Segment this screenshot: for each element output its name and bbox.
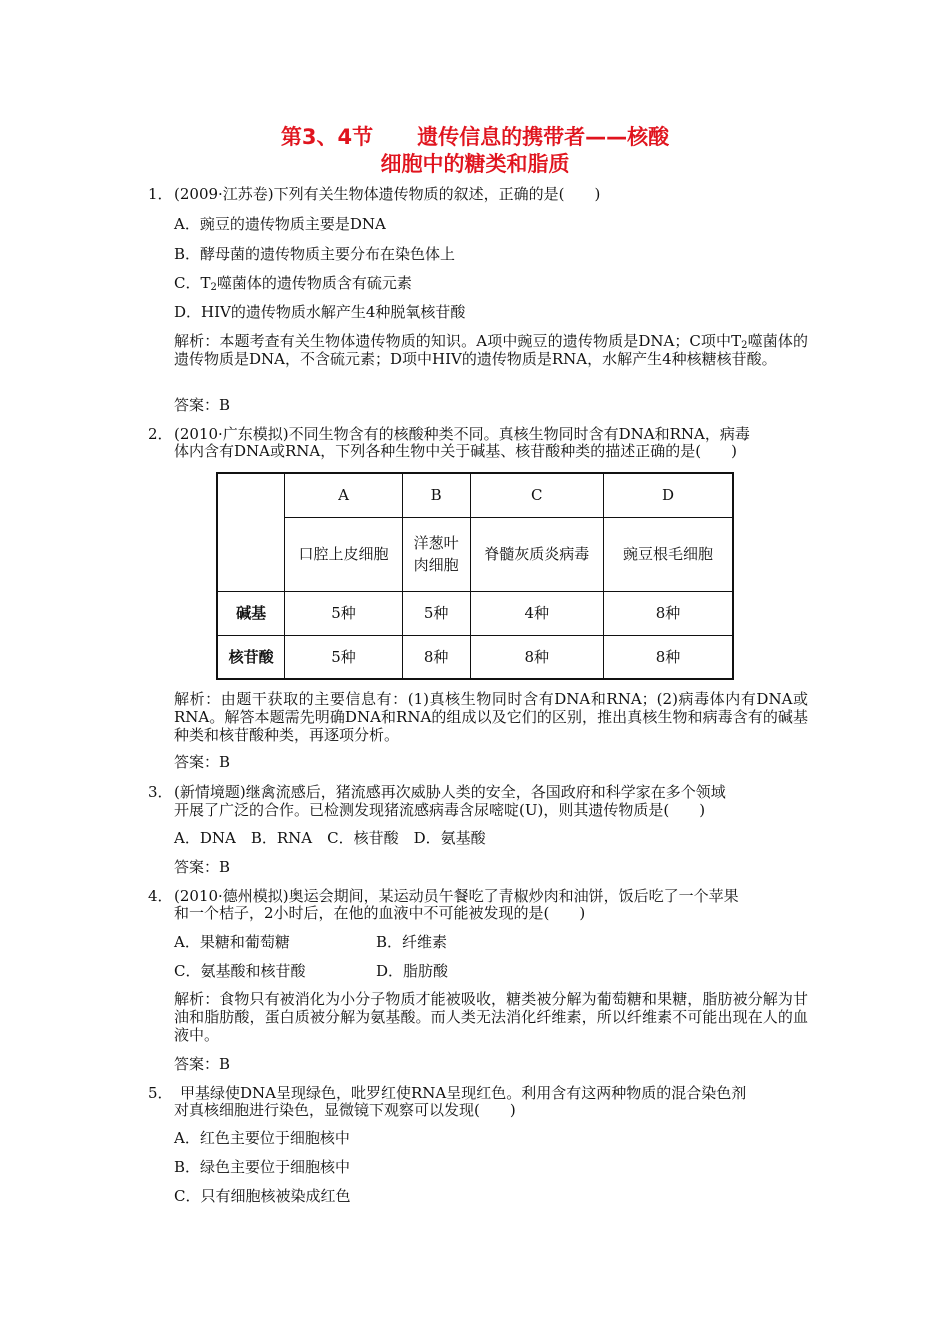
header-cell-b: B [402,473,470,517]
table-organism-row [217,517,733,591]
organism-cell-d: 豌豆根毛细胞 [604,517,734,591]
table-cell: 5种 [285,591,403,635]
q2-number: 2． [148,425,173,443]
header-cell-a: A [285,473,403,517]
table-cell: 5种 [402,591,470,635]
q1-analysis: 解析：本题考查有关生物体遗传物质的知识。A项中豌豆的遗传物质是DNA；C项中$T_2$噬菌体的遗传物质是DNA，不含硫元素；D项中HIV的遗传物质是RNA，水解产生4种核糖核苷酸。 [174,332,808,368]
q5-option-c: C．只有细胞核被染成红色 [174,1187,351,1205]
page-subtitle: 细胞中的糖类和脂质 [380,152,570,176]
table-corner-cell [217,473,285,591]
q5-stem-line1: 甲基绿使DNA呈现绿色，吡罗红使RNA呈现红色。利用含有这两种物质的混合染色剂 [180,1084,747,1102]
q3-stem-line1: (新情境题)继禽流感后，猪流感再次威胁人类的安全，各国政府和科学家在多个领域 [174,783,726,801]
q2-stem-line2: 体内含有DNA或RNA，下列各种生物中关于碱基、核苷酸种类的描述正确的是( ) [174,442,737,460]
table-cell: 5种 [285,635,403,679]
table-row [217,591,733,635]
q2-analysis: 解析：由题干获取的主要信息有：(1)真核生物同时含有DNA和RNA；(2)病毒体内有DNA或RNA。解答本题需先明确DNA和RNA的组成以及它们的区别，推出真核生物和病毒含有的碱基种类和核苷酸种类，再逐项分析。 [174,690,808,744]
q3-stem-line2: 开展了广泛的合作。已检测发现猪流感病毒含尿嘧啶(U)，则其遗传物质是( ) [174,801,706,819]
table-cell: 4种 [470,591,603,635]
q1-option-b: B．酵母菌的遗传物质主要分布在染色体上 [174,245,456,263]
q5-option-a: A．红色主要位于细胞核中 [174,1129,350,1147]
row-label-bases: 碱基 [217,591,285,635]
bases-nucleotides-table [216,472,734,680]
header-cell-d: D [604,473,734,517]
page-title [0,124,950,150]
q1-option-d: D．HIV的遗传物质水解产生4种脱氧核苷酸 [174,303,466,321]
organism-cell-c: 脊髓灰质炎病毒 [470,517,603,591]
q3-options: A．DNA B．RNA C．核苷酸 D．氨基酸 [174,829,486,847]
q4-option-d: D．脂肪酸 [376,962,449,980]
row-label-nucleotides: 核苷酸 [217,635,285,679]
q4-option-c: C．氨基酸和核苷酸 [174,962,306,980]
q2-stem-line1: (2010·广东模拟)不同生物含有的核酸种类不同。真核生物同时含有DNA和RNA，病毒 [174,425,750,443]
section-number: 第3、4节 [280,125,374,149]
q1-option-c: C．$T_2$噬菌体的遗传物质含有硫元素 [174,274,412,293]
q1-option-a: A．豌豆的遗传物质主要是DNA [174,215,386,233]
q4-option-a: A．果糖和葡萄糖 [174,933,290,951]
q4-answer: 答案：B [174,1055,231,1073]
q3-answer: 答案：B [174,858,231,876]
table-row [217,635,733,679]
q1-number: 1． [148,185,173,203]
table-cell: 8种 [470,635,603,679]
q3-number: 3． [148,783,173,801]
q5-number: 5． [148,1084,173,1102]
table-header-row [217,473,733,517]
q1-stem: (2009·江苏卷)下列有关生物体遗传物质的叙述，正确的是( ) [174,185,601,203]
q5-option-b: B．绿色主要位于细胞核中 [174,1158,351,1176]
q1-answer: 答案：B [174,396,231,414]
q4-number: 4． [148,887,173,905]
q5-stem-line2: 对真核细胞进行染色，显微镜下观察可以发现( ) [174,1101,516,1119]
table-cell: 8种 [604,635,734,679]
q4-stem-line1: (2010·德州模拟)奥运会期间，某运动员午餐吃了青椒炒肉和油饼，饭后吃了一个苹果 [174,887,739,905]
q4-option-b: B．纤维素 [376,933,448,951]
organism-cell-b: 洋葱叶 肉细胞 [402,517,470,591]
section-title: 遗传信息的携带者——核酸 [417,125,670,149]
header-cell-c: C [470,473,603,517]
table-cell: 8种 [604,591,734,635]
q4-stem-line2: 和一个桔子，2小时后，在他的血液中不可能被发现的是( ) [174,904,586,922]
organism-cell-a: 口腔上皮细胞 [285,517,403,591]
q4-analysis: 解析：食物只有被消化为小分子物质才能被吸收，糖类被分解为葡萄糖和果糖，脂肪被分解为甘油和脂肪酸，蛋白质被分解为氨基酸。而人类无法消化纤维素，所以纤维素不可能出现在人的血液中。 [174,990,808,1044]
table-cell: 8种 [402,635,470,679]
q2-answer: 答案：B [174,753,231,771]
